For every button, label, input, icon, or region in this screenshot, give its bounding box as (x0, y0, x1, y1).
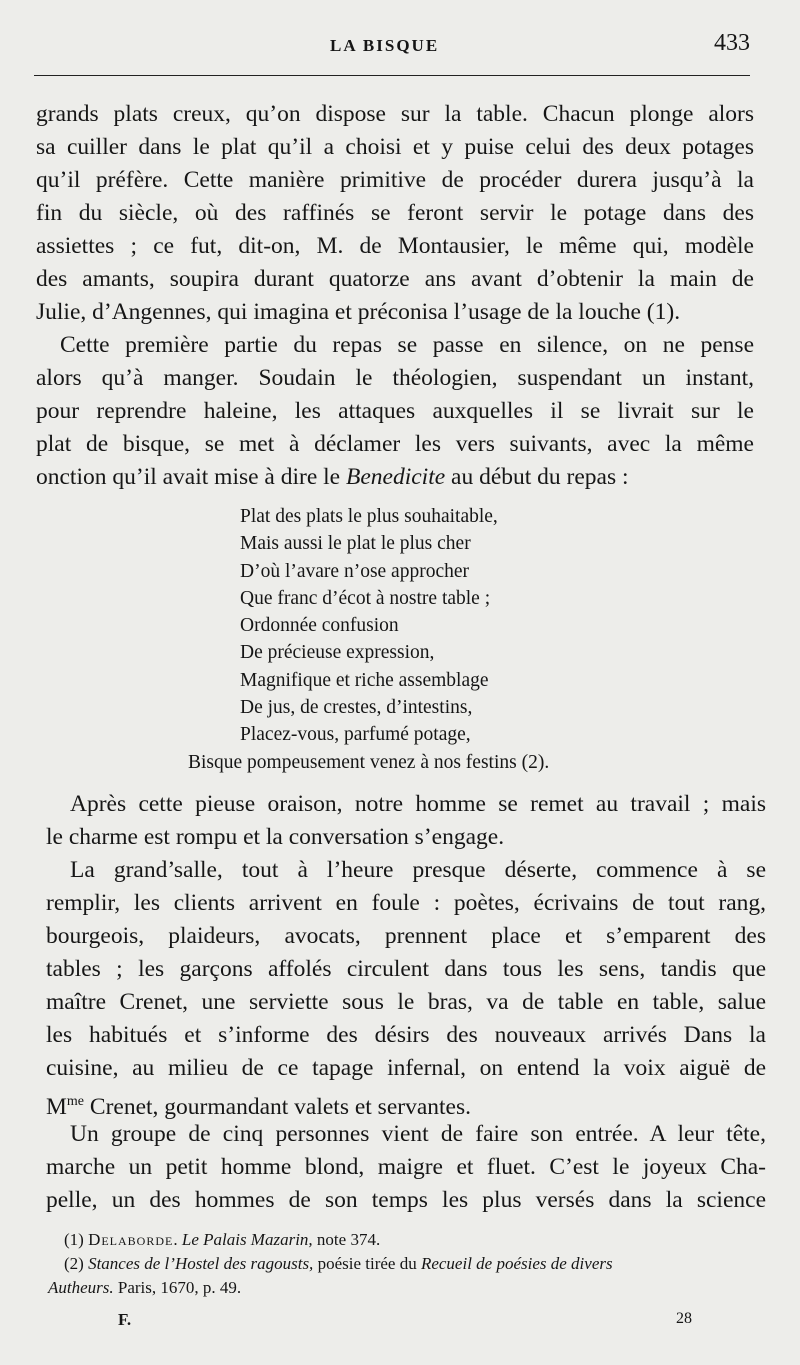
text-run: au début du repas : (445, 464, 629, 490)
paragraph-5 (46, 1118, 766, 1217)
signature-mark: F. (118, 1310, 132, 1329)
text-line: les habitués et s’informe des désirs des nouveaux arrivés Dans la (46, 1022, 766, 1048)
text-run: . (173, 1230, 182, 1249)
verse-line: Bisque pompeusement venez à nos festins (2). (188, 751, 550, 773)
text-run: onction qu’il avait mise à dire le (36, 464, 346, 490)
text-run: Crenet, gourmandant valets et servantes. (84, 1093, 471, 1120)
paragraph-4 (46, 854, 766, 1118)
text-run: poésie tirée du (313, 1254, 421, 1273)
text-line: grands plats creux, qu’on dispose sur la table. Chacun plonge alors (36, 101, 754, 127)
text-line: Cette première partie du repas se passe en silence, on ne pense (60, 332, 754, 358)
text-line: bourgeois, plaideurs, avocats, prennent place et s’emparent des (46, 923, 766, 949)
superscript-abbrev: me (66, 1094, 85, 1109)
text-line: Julie, d’Angennes, qui imagina et préconisa l’usage de la louche (1). (36, 299, 681, 325)
text-line: le charme est rompu et la conversation s’engage. (46, 824, 505, 850)
text-line: qu’il préfère. Cette manière primitive de procéder durera jusqu’à la (36, 167, 754, 193)
footnote-marker: (1) (64, 1230, 89, 1249)
footnote-1 (48, 1228, 768, 1252)
text-run: note 374. (312, 1230, 381, 1249)
footnote-source: Recueil de poésies de divers (420, 1254, 613, 1273)
footnote-2 (48, 1252, 768, 1276)
verse-line: Mais aussi le plat le plus cher (240, 533, 471, 555)
page-number: 433 (714, 30, 750, 56)
text-line: marche un petit homme blond, maigre et fluet. C’est le joyeux Cha- (46, 1154, 766, 1180)
verse-block (0, 503, 800, 776)
text-line (36, 461, 754, 494)
verse-line: D’où l’avare n’ose approcher (240, 560, 470, 582)
text-line: remplir, les clients arrivent en foule : poètes, écrivains de tout rang, (46, 890, 766, 916)
text-line: plat de bisque, se met à déclamer les vers suivants, avec la même (36, 431, 754, 457)
verse-line: Ordonnée confusion (240, 615, 399, 637)
text-line: fin du siècle, où des raffinés se feront servir le potage dans des (36, 200, 754, 226)
footnotes (48, 1228, 768, 1300)
text-line (46, 1085, 766, 1118)
verse-line: Que franc d’écot à nostre table ; (240, 587, 491, 609)
text-line: alors qu’à manger. Soudain le théologien, suspendant un instant, (36, 365, 754, 391)
verse-line: De jus, de crestes, d’intestins, (240, 697, 473, 719)
text-line: pour reprendre haleine, les attaques auxquelles il se livrait sur le (36, 398, 754, 424)
verse-line: Placez-vous, parfumé potage, (240, 724, 471, 746)
paragraph-2 (36, 329, 754, 494)
text-run: Paris, 1670, p. 49. (113, 1278, 242, 1297)
text-line: tables ; les garçons affolés circulent dans tous les sens, tandis que (46, 956, 766, 982)
body-text-top (36, 98, 754, 494)
footnote-marker: (2) (64, 1254, 89, 1273)
text-line: maître Crenet, une serviette sous le bras, va de table en table, salue (46, 989, 766, 1015)
text-line: pelle, un des hommes de son temps les plus versés dans la science (46, 1187, 766, 1213)
text-line: sa cuiller dans le plat qu’il a choisi et y puise celui des deux potages (36, 134, 754, 160)
paragraph-1 (36, 98, 754, 329)
text-line: cuisine, au milieu de ce tapage infernal, on entend la voix aiguë de (46, 1055, 766, 1081)
running-title: LA BISQUE (330, 36, 440, 55)
text-line: des amants, soupira durant quatorze ans avant d’obtenir la main de (36, 266, 754, 292)
page-header (0, 30, 800, 60)
header-rule (34, 75, 750, 76)
footnote-source: Autheurs. (48, 1278, 114, 1297)
text-line: La grand’salle, tout à l’heure presque déserte, commence à se (70, 857, 766, 883)
footnote-author: Delaborde (88, 1230, 174, 1249)
verse-line: Plat des plats le plus souhaitable, (240, 506, 498, 527)
text-run: M (46, 1093, 67, 1120)
sheet-number: 28 (676, 1310, 692, 1327)
paragraph-3 (46, 788, 766, 854)
text-line: Après cette pieuse oraison, notre homme se remet au travail ; mais (70, 791, 766, 817)
body-text-bottom (46, 788, 766, 1217)
footnote-2-continued (48, 1276, 768, 1300)
text-line: assiettes ; ce fut, dit-on, M. de Montausier, le même qui, modèle (36, 233, 754, 259)
verse-line: Magnifique et riche assemblage (240, 669, 489, 691)
footnote-title: Stances de l’Hostel des ragousts, (88, 1254, 314, 1273)
benedicite-italic: Benedicite (345, 464, 446, 490)
footnote-title: Le Palais Mazarin, (181, 1230, 313, 1249)
text-line: Un groupe de cinq personnes vient de faire son entrée. A leur tête, (70, 1121, 766, 1147)
verse-line: De précieuse expression, (240, 642, 435, 664)
